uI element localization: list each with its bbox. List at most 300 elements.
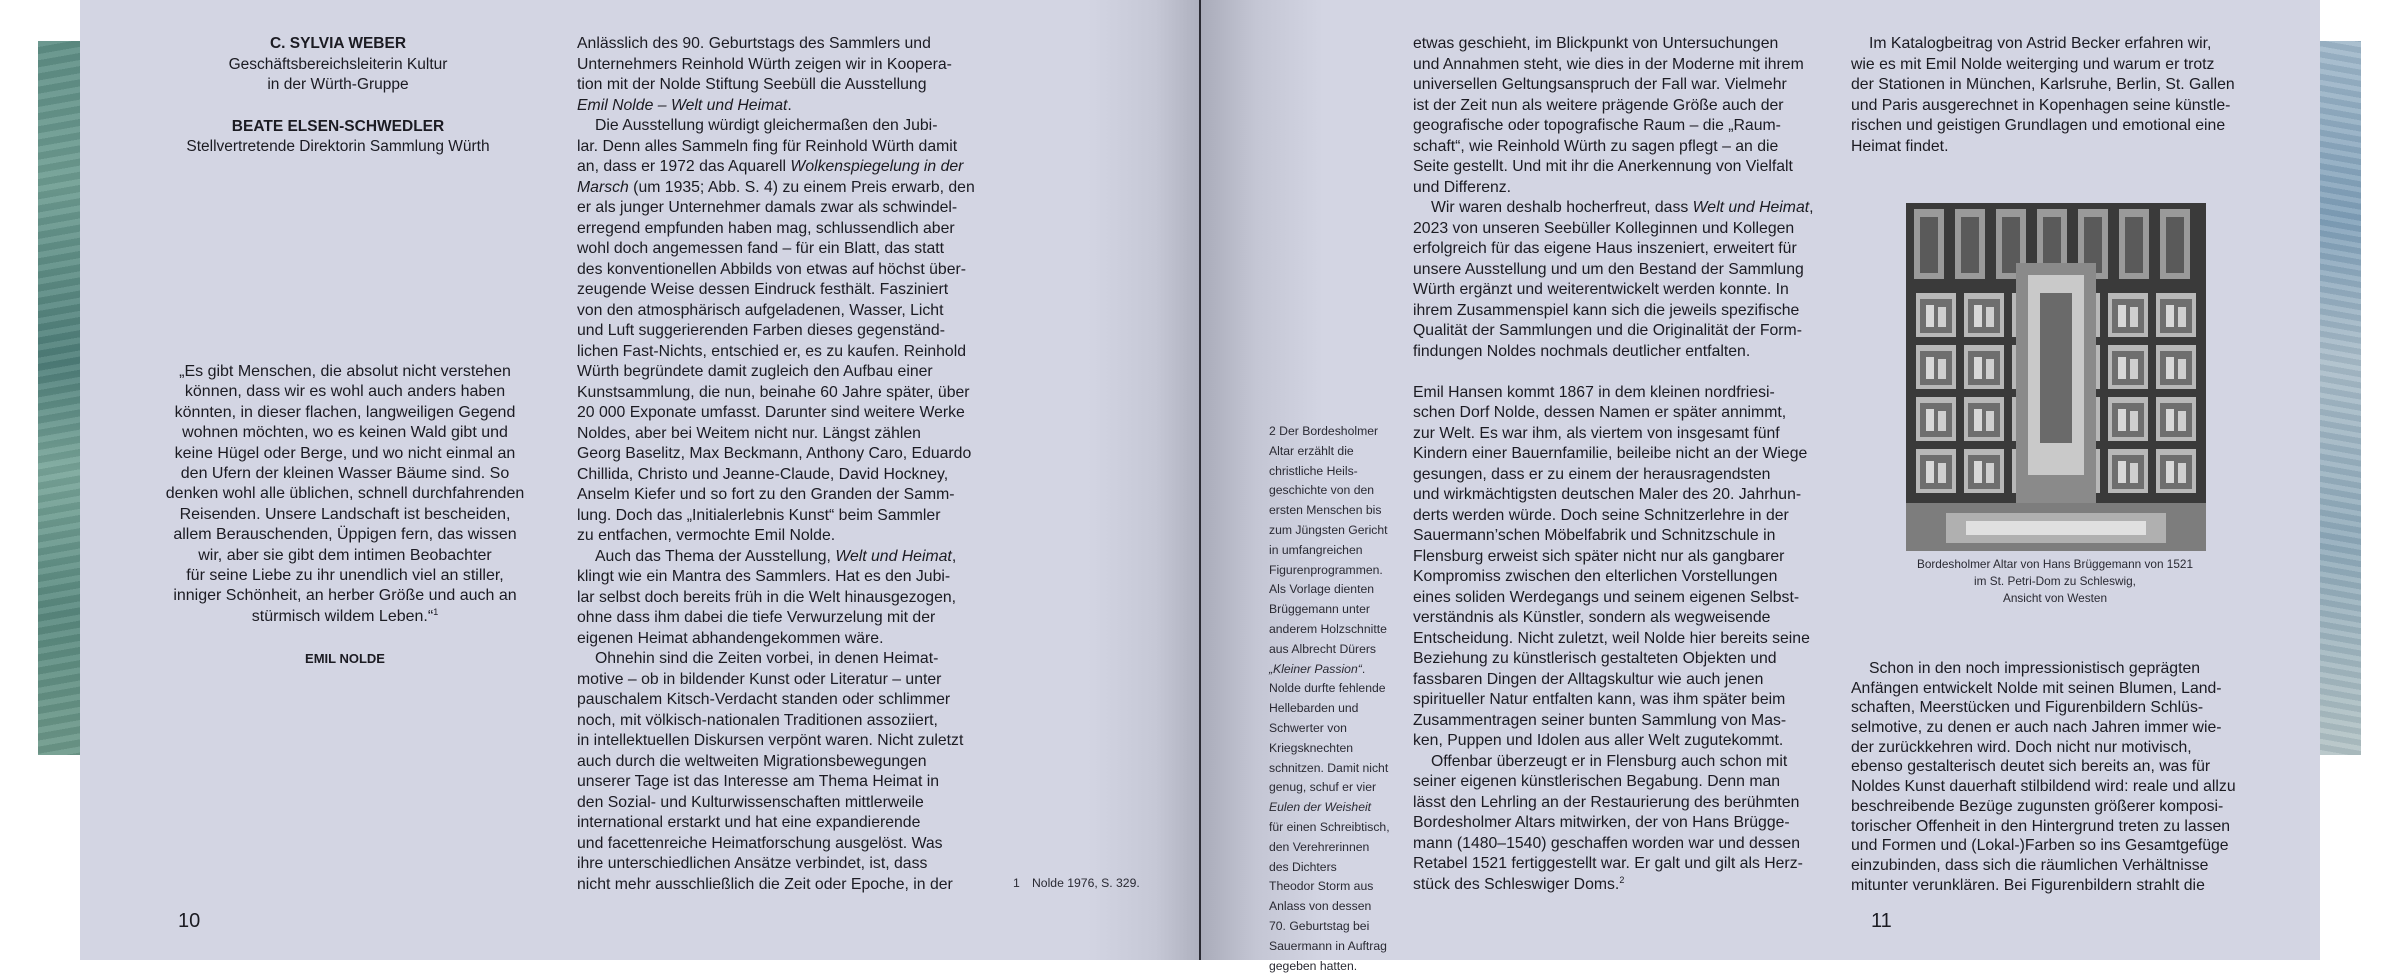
text-segment: universellen Geltungsanspruch der Fall war. Vielmehr	[1413, 76, 1787, 93]
quote-line	[140, 505, 550, 525]
text-line	[1269, 739, 1390, 759]
text-segment: stück des Schleswiger Doms.	[1413, 875, 1620, 893]
text-segment: gegeben hatten.	[1269, 958, 1358, 973]
text-line	[1413, 301, 1814, 322]
text-line	[577, 301, 975, 322]
text-line	[1269, 620, 1390, 640]
text-line	[1413, 731, 1814, 752]
quote-line	[140, 566, 550, 586]
text-segment: erfolgreich für das eigene Haus inszeniert, erweitert für	[1413, 240, 1797, 257]
quote-text: könnten, in dieser flachen, langweiligen Gegend	[174, 403, 516, 421]
text-segment: Sauermann’schen Möbelfabrik und Schnitzschule in	[1413, 527, 1776, 544]
text-line	[577, 526, 975, 547]
text-line	[1413, 834, 1814, 855]
text-segment: wie es mit Emil Nolde weiterging und warum er trotz	[1851, 55, 2215, 73]
text-segment: lar selbst doch bereits früh in die Welt hinausgezogen,	[577, 588, 957, 606]
painting-edge-left	[38, 41, 81, 755]
text-line	[1413, 567, 1814, 588]
text-line	[1413, 178, 1814, 199]
text-segment: Sauermann in Auftrag	[1269, 938, 1387, 953]
text-line	[577, 137, 975, 158]
author-name: BEATE ELSEN-SCHWEDLER	[231, 117, 445, 135]
caption-line: Bordesholmer Altar von Hans Brüggemann von 1521	[1916, 557, 2194, 571]
right-body-column-1	[1413, 34, 1814, 895]
text-segment: wohl doch angemessen fand – für ein Blatt, das statt	[577, 240, 945, 257]
text-line	[1269, 917, 1390, 937]
text-segment: des konventionellen Abbilds von etwas auf höchst über-	[577, 260, 967, 278]
text-segment: und Formen und (Lokal-)Farben so ins Gesamtgefüge	[1851, 837, 2229, 855]
text-line	[577, 239, 975, 260]
text-segment: Beziehung zu künstlerisch gestalteten Objekten und	[1413, 650, 1777, 667]
text-segment: lar. Denn alles Sammeln fing für Reinhold Würth damit	[577, 137, 958, 155]
text-segment: ist der Zeit nun als weitere prägende Größe auch der	[1413, 96, 1784, 114]
author-role: in der Würth-Gruppe	[267, 76, 409, 93]
text-segment: Emil Nolde – Welt und Heimat	[577, 96, 788, 114]
text-line	[1851, 34, 2235, 55]
text-segment: 70. Geburtstag bei	[1269, 918, 1370, 933]
text-segment: Chillida, Christo und Jeanne-Claude, David Hockney,	[577, 465, 949, 483]
quote-text: denken wohl alle üblichen, schnell durchfahrenden	[165, 485, 525, 503]
text-segment: schaft“, wie Reinhold Würth zu sagen pflegt – an die	[1413, 137, 1779, 155]
quote-text: können, dass wir es wohl auch anders haben	[184, 383, 506, 401]
text-line	[1413, 198, 1814, 219]
text-segment: mann (1480–1540) geschaffen worden war und dessen	[1413, 834, 1801, 852]
text-segment: Wolkenspiegelung in der	[790, 158, 964, 175]
text-line	[1413, 116, 1814, 137]
text-segment: ,	[951, 547, 957, 565]
text-segment: Anselm Kiefer und so fort zu den Granden der Samm-	[577, 486, 955, 503]
text-line	[1413, 547, 1814, 568]
text-line	[577, 116, 975, 137]
text-segment: in umfangreichen	[1269, 542, 1363, 557]
text-segment: geschichte von den	[1269, 483, 1375, 498]
text-line	[577, 198, 975, 219]
text-segment: Offenbar überzeugt er in Flensburg auch schon mit	[1431, 752, 1788, 770]
text-segment: Noldes Kunst dauerhaft stilbildend wird: reale und allzu	[1851, 778, 2236, 796]
text-segment: und facettenreiche Heimatforschung ausgelöst. Was	[577, 834, 943, 852]
text-segment: christliche Heils-	[1269, 463, 1358, 478]
text-line	[577, 342, 975, 363]
text-segment: erregend empfunden haben mag, schlussendlich aber	[577, 219, 955, 237]
text-line	[577, 178, 975, 199]
text-segment: aus Albrecht Dürers	[1269, 641, 1377, 656]
text-segment: 20 000 Exponate umfasst. Darunter sind weitere Werke	[577, 404, 965, 421]
text-segment: Anlässlich des 90. Geburtstags des Sammlers und	[577, 35, 931, 52]
text-line	[1851, 876, 2236, 896]
text-segment: Noldes, aber bei Weitem nicht nur. Längst zählen	[577, 424, 921, 442]
text-segment: ohne dass ihm dabei die tiefe Verwurzelung mit der	[577, 609, 936, 626]
text-line	[577, 834, 975, 855]
text-segment: gesungen, dass er zu einem der herausragendsten	[1413, 465, 1771, 483]
text-line	[577, 711, 975, 732]
text-line	[1851, 718, 2236, 738]
text-segment: ihre unterschiedlichen Ansätze verbindet, ist, dass	[577, 855, 928, 872]
painting-edge-right	[2320, 41, 2361, 755]
text-segment: Auch das Thema der Ausstellung,	[595, 547, 836, 565]
text-segment: unsere Ausstellung und um den Bestand der Sammlung	[1413, 260, 1804, 278]
text-line	[1413, 649, 1814, 670]
text-line	[577, 96, 975, 117]
text-segment: einzubinden, dass sich die räumlichen Verhältnisse	[1851, 856, 2209, 874]
text-line	[1413, 875, 1814, 896]
text-line	[1851, 836, 2236, 856]
text-line	[577, 793, 975, 814]
text-line	[1413, 342, 1814, 363]
text-segment: eigenen Heimat abhandengekommen wäre.	[577, 629, 884, 647]
text-segment: und wirkmächtigsten deutschen Maler des 20. Jahrhun-	[1413, 486, 1802, 503]
footnote-1	[1013, 876, 1140, 890]
text-segment: Kunstsammlung, die nun, beinahe 60 Jahre später, über	[577, 383, 970, 401]
quote-text: keine Hügel oder Berge, und wo nicht einmal an	[174, 444, 516, 462]
text-line	[1269, 719, 1390, 739]
text-segment: nicht mehr ausschließlich die Zeit oder Epoche, in der	[577, 875, 953, 893]
text-line	[1413, 55, 1814, 76]
text-segment: fassbaren Dingen der Alltagskultur wie auch jenen	[1413, 670, 1764, 688]
text-line	[1851, 116, 2235, 137]
text-segment: Würth begründete damit zugleich den Aufbau einer	[577, 363, 933, 380]
text-segment: lässt den Lehrling an der Restaurierung des berühmten	[1413, 793, 1800, 811]
figure-caption	[1880, 556, 2230, 607]
author-role: Geschäftsbereichsleiterin Kultur	[228, 55, 448, 73]
text-segment: Unternehmers Reinhold Würth zeigen wir in Koopera-	[577, 55, 952, 73]
text-segment: motive – ob in bildender Kunst oder Literatur – unter	[577, 670, 942, 688]
text-line	[577, 588, 975, 609]
text-line	[1851, 738, 2236, 758]
text-segment: torischer Offenheit in den Hintergrund treten zu lassen	[1851, 817, 2231, 835]
book-gutter	[1199, 0, 1201, 960]
text-segment: geografische oder topografische Raum – die „Raum-	[1413, 117, 1781, 134]
text-line	[1269, 957, 1390, 976]
text-line	[1269, 442, 1390, 462]
text-line	[577, 424, 975, 445]
quote-line	[140, 423, 550, 443]
quote-author: EMIL NOLDE	[305, 651, 385, 666]
text-line	[1851, 698, 2236, 718]
text-line	[577, 219, 975, 240]
text-segment: von den atmosphärisch aufgeladenen, Wasser, Licht	[577, 301, 944, 319]
quote-line	[140, 546, 550, 566]
text-line	[577, 383, 975, 404]
text-segment: Brüggemann unter	[1269, 602, 1370, 617]
text-segment: Im Katalogbeitrag von Astrid Becker erfahren wir,	[1869, 35, 2212, 52]
text-segment: rischen und geistigen Grundlagen und emotional eine	[1851, 117, 2226, 134]
text-segment: und Annahmen steht, wie dies in der Moderne mit ihrem	[1413, 55, 1804, 73]
text-segment: zum Jüngsten Gericht	[1269, 522, 1388, 537]
text-line	[1269, 699, 1390, 719]
text-segment: spiritueller Natur entfalten kann, was ihm später beim	[1413, 691, 1786, 708]
page-number-right: 11	[1871, 910, 1892, 932]
text-segment: ersten Menschen bis	[1269, 503, 1382, 518]
quote-text: allem Berauschenden, Üppigen fern, das wissen	[173, 526, 517, 544]
text-line	[1413, 854, 1814, 875]
text-line	[1413, 772, 1814, 793]
text-segment: Heimat findet.	[1851, 137, 1949, 155]
text-line	[1851, 817, 2236, 837]
text-line	[1269, 521, 1390, 541]
text-segment: Die Ausstellung würdigt gleichermaßen den Jubi-	[595, 117, 938, 134]
text-segment: den Sozial- und Kulturwissenschaften mittlerweile	[577, 793, 924, 811]
text-segment: für einen Schreibtisch,	[1269, 819, 1390, 834]
quote-text: für seine Liebe zu ihr unendlich viel an stiller,	[186, 567, 504, 585]
text-line	[1851, 659, 2236, 679]
text-line	[577, 608, 975, 629]
text-segment: unserer Tage ist das Interesse am Thema Heimat in	[577, 773, 940, 790]
text-line	[1851, 797, 2236, 817]
text-segment: Nolde durfte fehlende	[1269, 681, 1386, 696]
quote-text: wir, aber sie gibt dem intimen Beobachter	[198, 546, 492, 564]
text-line	[1269, 778, 1390, 798]
text-line	[577, 157, 975, 178]
text-line	[1269, 798, 1390, 818]
quote-text: inniger Schönheit, an herber Größe und auch an	[173, 587, 517, 605]
text-segment: selmotive, zu denen er auch nach Jahren immer wie-	[1851, 719, 2222, 737]
text-line	[1269, 481, 1390, 501]
text-line	[1269, 561, 1390, 581]
text-segment: pauschalem Kitsch-Verdacht standen oder schlimmer	[577, 691, 951, 708]
text-segment: schaften, Meerstücken und Figurenbildern Schlüs-	[1851, 699, 2204, 717]
text-line	[1413, 75, 1814, 96]
quote-line	[140, 525, 550, 545]
text-segment: Kindern einer Bauernfamilie, beileibe nicht an der Wiege	[1413, 445, 1808, 462]
text-segment: 2	[1619, 874, 1625, 885]
text-line	[1851, 75, 2235, 96]
text-line	[1413, 403, 1814, 424]
text-line	[577, 260, 975, 281]
text-line	[1269, 462, 1390, 482]
text-line	[1413, 280, 1814, 301]
quote-line	[140, 382, 550, 402]
text-segment: mitunter verunklären. Bei Figurenbildern strahlt die	[1851, 876, 2205, 894]
text-segment: lung. Doch das „Initialerlebnis Kunst“ beim Sammler	[577, 506, 941, 524]
text-segment: in intellektuellen Diskursen verpönt waren. Nicht zuletzt	[577, 732, 964, 749]
text-line	[1413, 690, 1814, 711]
text-segment: eines soliden Werdegangs und seinem eigenen Selbst-	[1413, 588, 1800, 606]
left-body-column	[577, 34, 975, 895]
text-segment: Wir waren deshalb hocherfreut, dass	[1431, 199, 1693, 216]
text-line	[577, 690, 975, 711]
text-line	[1413, 362, 1814, 383]
author-role: Stellvertretende Direktorin Sammlung Würth	[186, 138, 490, 155]
text-line	[1851, 96, 2235, 117]
text-segment: Hellebarden und	[1269, 701, 1359, 716]
text-line	[1413, 219, 1814, 240]
text-segment: Entscheidung. Nicht zuletzt, weil Nolde hier bereits seine	[1413, 629, 1810, 647]
text-line	[1413, 793, 1814, 814]
text-segment: noch, mit völkisch-nationalen Traditionen assoziiert,	[577, 711, 938, 729]
text-segment: der Stationen in München, Karlsruhe, Berlin, St. Gallen	[1851, 76, 2235, 93]
right-body-column-2-bottom	[1851, 659, 2236, 895]
text-segment: Emil Hansen kommt 1867 in dem kleinen nordfriesi-	[1413, 383, 1775, 401]
text-line	[1413, 157, 1814, 178]
text-segment: genug, schuf er vier	[1269, 780, 1377, 795]
text-line	[1269, 660, 1390, 680]
text-segment: Kriegsknechten	[1269, 740, 1354, 755]
text-segment: Anfängen entwickelt Nolde mit seinen Blumen, Land-	[1851, 679, 2222, 697]
text-segment: .	[787, 96, 792, 114]
footnote-number: 1	[1013, 876, 1020, 890]
text-line	[577, 813, 975, 834]
text-segment: Eulen der Weisheit	[1269, 800, 1372, 815]
text-line	[577, 547, 975, 568]
text-segment: Kompromiss zwischen den elterlichen Vorstellungen	[1413, 568, 1778, 585]
text-line	[1269, 877, 1390, 897]
text-line	[577, 75, 975, 96]
text-segment: anderem Holzschnitte	[1269, 621, 1387, 636]
text-segment: an, dass er 1972 das Aquarell	[577, 158, 791, 175]
text-line	[1413, 752, 1814, 773]
text-segment: Georg Baselitz, Max Beckmann, Anthony Caro, Eduardo	[577, 445, 972, 462]
text-segment: Seite gestellt. Und mit ihr die Anerkennung von Vielfalt	[1413, 158, 1793, 175]
text-segment: ebenso gestalterisch deutet sich bereits an, was für	[1851, 758, 2211, 776]
text-segment: verständnis als Künstler, sondern als wegweisende	[1413, 609, 1771, 626]
altar-photo	[1906, 203, 2206, 551]
sidenote-2	[1269, 422, 1390, 976]
text-line	[577, 772, 975, 793]
text-line	[1851, 777, 2236, 797]
caption-line: im St. Petri-Dom zu Schleswig,	[1974, 574, 2136, 588]
text-line	[577, 321, 975, 342]
text-line	[1269, 541, 1390, 561]
text-segment: beschreibende Bezüge zugunsten größerer komposi-	[1851, 797, 2224, 815]
text-segment: ihrem Zusammenspiel kann sich die jeweils spezifische	[1413, 301, 1800, 319]
quote-line	[140, 362, 550, 382]
text-line	[1413, 608, 1814, 629]
text-line	[1269, 501, 1390, 521]
text-segment: Marsch	[577, 178, 629, 196]
caption-line: Ansicht von Westen	[2002, 591, 2108, 605]
text-line	[1269, 580, 1390, 600]
text-line	[1413, 588, 1814, 609]
text-segment: (um 1935; Abb. S. 4) zu einem Preis erwarb, den	[628, 178, 975, 196]
text-segment: Ohnehin sind die Zeiten vorbei, in denen Heimat-	[595, 650, 939, 667]
text-line	[1269, 838, 1390, 858]
altar-image	[1906, 203, 2206, 551]
text-segment: Welt und Heimat	[1692, 199, 1810, 216]
text-segment: der zurückkehren wird. Doch nicht nur motivisch,	[1851, 738, 2192, 756]
text-segment: zeugende Weise dessen Eindruck festhält. Fasziniert	[577, 281, 949, 298]
text-segment: etwas geschieht, im Blickpunkt von Untersuchungen	[1413, 35, 1779, 52]
text-line	[577, 485, 975, 506]
text-segment: Anlass von dessen	[1269, 899, 1372, 914]
text-line	[577, 854, 975, 875]
text-segment: tion mit der Nolde Stiftung Seebüll die Ausstellung	[577, 76, 927, 93]
text-segment: Schon in den noch impressionistisch geprägten	[1869, 660, 2201, 677]
text-line	[577, 280, 975, 301]
text-line	[1269, 640, 1390, 660]
text-line	[1413, 383, 1814, 404]
quote-line	[140, 586, 550, 606]
text-line	[577, 403, 975, 424]
text-line	[1269, 422, 1390, 442]
text-line	[1269, 759, 1390, 779]
text-segment: auch durch die weltweiten Migrationsbewegungen	[577, 752, 927, 770]
text-line	[1269, 679, 1390, 699]
text-segment: Altar erzählt die	[1269, 443, 1354, 458]
quote-line	[140, 403, 550, 423]
text-segment: ken, Puppen und Idolen aus aller Welt zugutekommt.	[1413, 732, 1784, 749]
text-line	[577, 649, 975, 670]
text-line	[1269, 818, 1390, 838]
text-line	[577, 629, 975, 650]
footnote-ref: 1	[433, 606, 439, 617]
text-segment: er als junger Unternehmer damals zwar als schwindel-	[577, 199, 958, 216]
text-line	[1413, 321, 1814, 342]
text-line	[577, 444, 975, 465]
text-line	[1413, 670, 1814, 691]
text-line	[1413, 813, 1814, 834]
text-line	[1413, 711, 1814, 732]
quote-line	[140, 444, 550, 464]
text-line	[1413, 465, 1814, 486]
text-line	[577, 465, 975, 486]
right-body-column-2-top	[1851, 34, 2235, 157]
quote-text: „Es gibt Menschen, die absolut nicht verstehen	[179, 363, 511, 380]
footnote-text: Nolde 1976, S. 329.	[1032, 876, 1140, 890]
text-segment: zu entfachen, vermochte Emil Nolde.	[577, 527, 836, 544]
text-segment: und Paris ausgerechnet in Kopenhagen seine künstle-	[1851, 96, 2231, 114]
text-segment: lichen Fast-Nichts, entschied er, es zu kaufen. Reinhold	[577, 342, 966, 360]
text-segment: des Dichters	[1269, 859, 1337, 874]
text-line	[1851, 137, 2235, 158]
text-segment: den Verehrerinnen	[1269, 839, 1370, 854]
text-line	[1413, 485, 1814, 506]
text-segment: „Kleiner Passion“	[1269, 661, 1362, 676]
text-line	[577, 752, 975, 773]
text-line	[1851, 55, 2235, 76]
text-line	[577, 670, 975, 691]
quote-line	[140, 484, 550, 504]
text-segment: Zusammentragen seiner bunten Sammlung von Mas-	[1413, 711, 1787, 729]
text-line	[1269, 897, 1390, 917]
text-line	[1413, 444, 1814, 465]
text-line	[577, 731, 975, 752]
quote-text: stürmisch wildem Leben.“	[251, 607, 434, 625]
text-line	[1413, 34, 1814, 55]
text-segment: 2 Der Bordesholmer	[1269, 424, 1379, 438]
text-line	[577, 875, 975, 896]
text-segment: zur Welt. Es war ihm, als viertem von insgesamt fünf	[1413, 424, 1780, 442]
quote-line	[140, 464, 550, 484]
page-number-left: 10	[178, 910, 201, 932]
text-line	[1413, 96, 1814, 117]
text-segment: seiner eigenen künstlerischen Begabung. Denn man	[1413, 773, 1781, 790]
text-segment: ,	[1809, 199, 1814, 216]
quote-text: Reisenden. Unsere Landschaft ist bescheiden,	[179, 505, 511, 523]
quote-text: wohnen möchten, wo es keinen Wald gibt und	[182, 424, 508, 442]
text-segment: und Differenz.	[1413, 178, 1512, 196]
text-line	[1413, 137, 1814, 158]
text-segment: Figurenprogrammen.	[1269, 562, 1383, 577]
text-line	[1851, 757, 2236, 777]
text-line	[577, 506, 975, 527]
text-segment: klingt wie ein Mantra des Sammlers. Hat es den Jubi-	[577, 568, 951, 585]
text-line	[1851, 679, 2236, 699]
text-line	[1413, 239, 1814, 260]
text-segment: Flensburg erweist sich später nicht nur als gangbarer	[1413, 547, 1785, 565]
text-segment: und Luft suggerierenden Farben dieses gegenständ-	[577, 322, 945, 339]
text-line	[1269, 600, 1390, 620]
text-segment: .	[1361, 661, 1366, 676]
quote-text: den Ufern der kleinen Wasser Bäume sind. So	[180, 465, 510, 483]
text-line	[1269, 937, 1390, 957]
text-line	[1269, 858, 1390, 878]
text-segment: Qualität der Sammlungen und die Originalität der Form-	[1413, 322, 1802, 339]
text-line	[1413, 260, 1814, 281]
text-segment: Theodor Storm aus	[1269, 879, 1374, 894]
text-line	[1413, 629, 1814, 650]
text-line	[577, 362, 975, 383]
text-line	[1413, 424, 1814, 445]
